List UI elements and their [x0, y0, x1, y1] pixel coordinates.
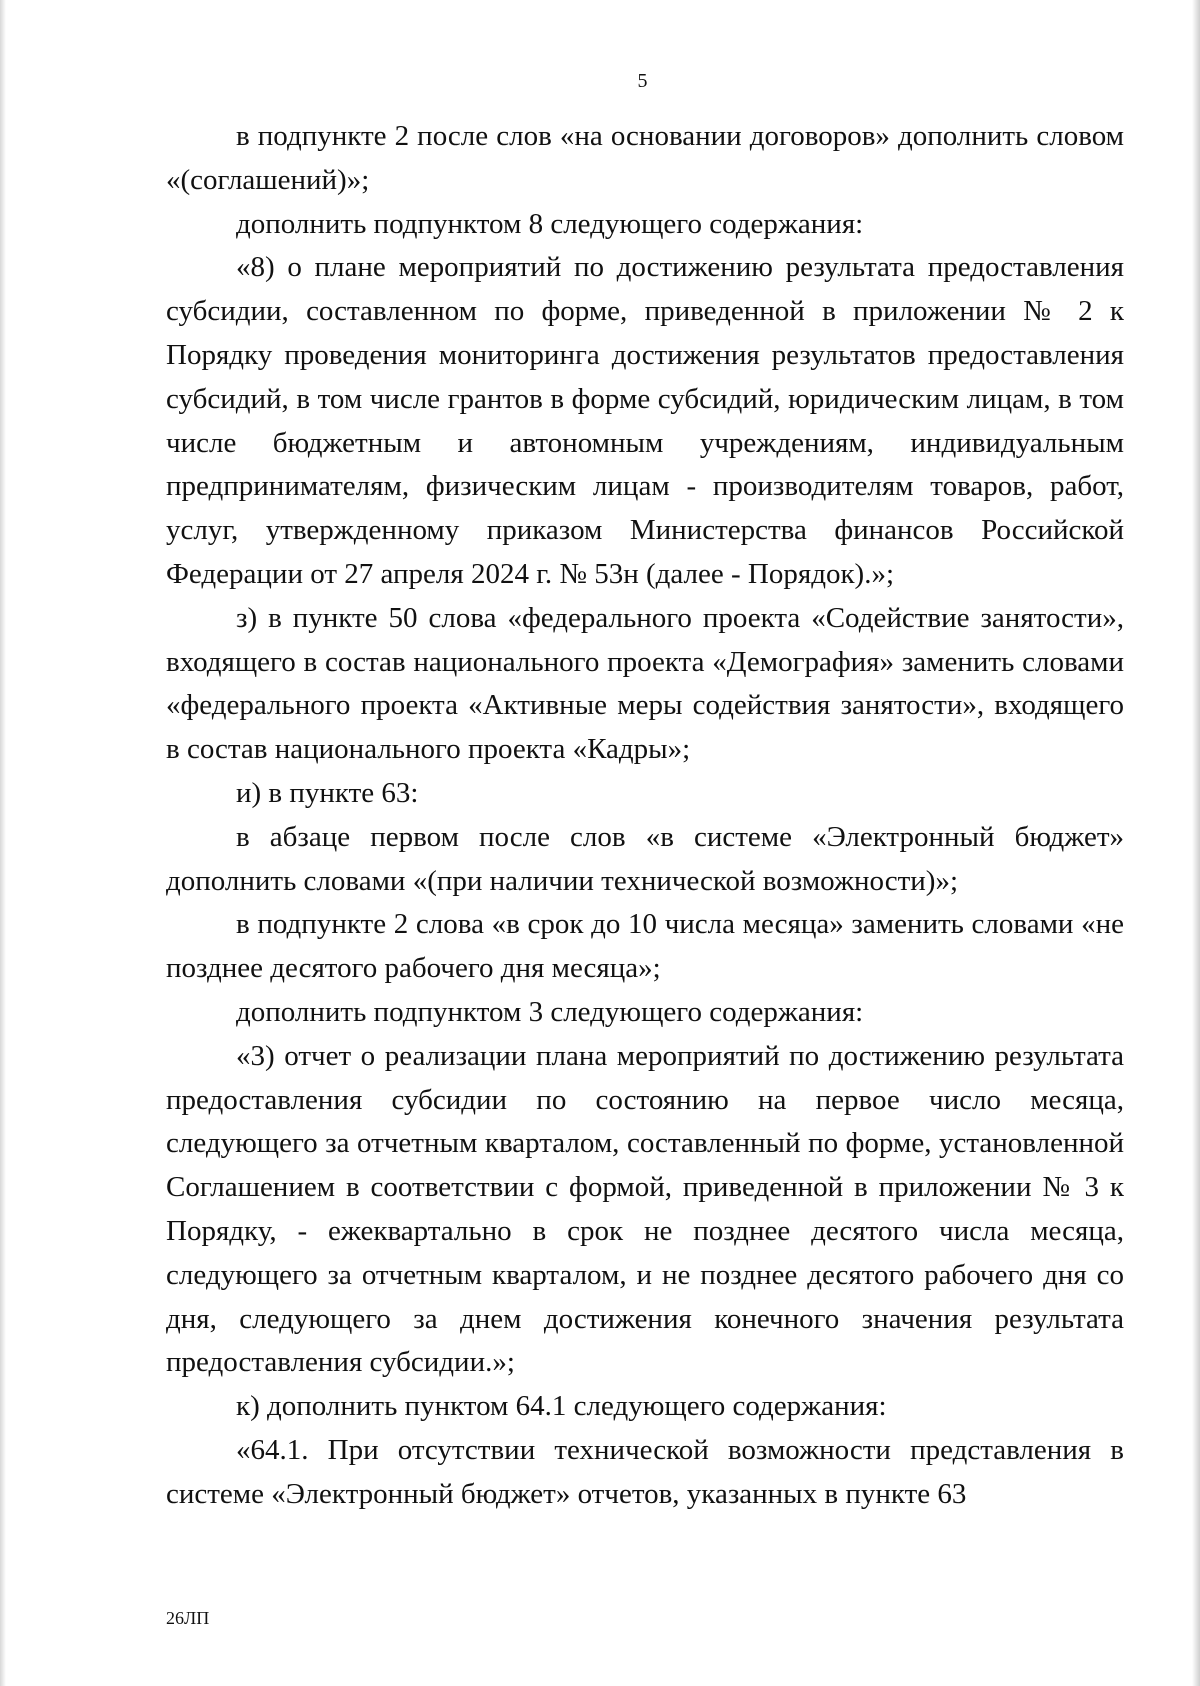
paragraph: в подпункте 2 после слов «на основании договоров» дополнить словом «(соглашений)»; [166, 120, 1124, 196]
paragraph: в подпункте 2 слова «в срок до 10 числа месяца» заменить словами «не позднее десятого рабочего дня месяца»; [166, 908, 1124, 985]
paragraph: дополнить подпунктом 3 следующего содержания: [236, 995, 864, 1028]
page-number: 5 [637, 70, 648, 92]
paragraph: к) дополнить пунктом 64.1 следующего содержания: [236, 1390, 887, 1423]
scan-edge-left [0, 0, 6, 1686]
paragraph: «64.1. При отсутствии технической возможности представления в системе «Электронный бюджет» отчетов, указанных в пункте 63 [166, 1433, 1124, 1510]
paragraph: в абзаце первом после слов «в системе «Электронный бюджет» дополнить словами «(при наличии технической возможности)»; [166, 820, 1124, 897]
paragraph: «8) о плане мероприятий по достижению результата предоставления субсидии, составленном по форме, приведенной в приложении № 2 к Порядку проведения мониторинга достижения результатов предоставления субсидий, в том числе грантов в форме субсидий, юридическим лицам, в том числе бюджетным и автономным учреждениям, индивидуальным предпринимателям, физическим лицам - производителям товаров, работ, услуг, утвержденному приказом Министерства финансов Российской Федерации от 27 апреля 2024 г. № 53н (далее - Порядок).»; [166, 251, 1124, 590]
paragraph: и) в пункте 63: [236, 776, 419, 809]
paragraph: з) в пункте 50 слова «федерального проекта «Содействие занятости», входящего в состав национального проекта «Демография» заменить словами «федерального проекта «Активные меры содействия занятости», входящего в состав национального проекта «Кадры»; [166, 601, 1124, 766]
paragraph: дополнить подпунктом 8 следующего содержания: [236, 207, 864, 240]
paragraph: «3) отчет о реализации плана мероприятий по достижению результата предоставления субсидии по состоянию на первое число месяца, следующего за отчетным кварталом, составленный по форме, установленной Соглашением в соответствии с формой, приведенной в приложении № 3 к Порядку, - ежеквартально в срок не позднее десятого числа месяца, следующего за отчетным кварталом, и не позднее десятого рабочего дня со дня, следующего за днем достижения конечного значения результата предоставления субсидии.»; [166, 1039, 1124, 1379]
document-body [166, 115, 1124, 1517]
document-code: 26ЛП [166, 1608, 210, 1628]
scan-edge-right [1192, 0, 1200, 1686]
